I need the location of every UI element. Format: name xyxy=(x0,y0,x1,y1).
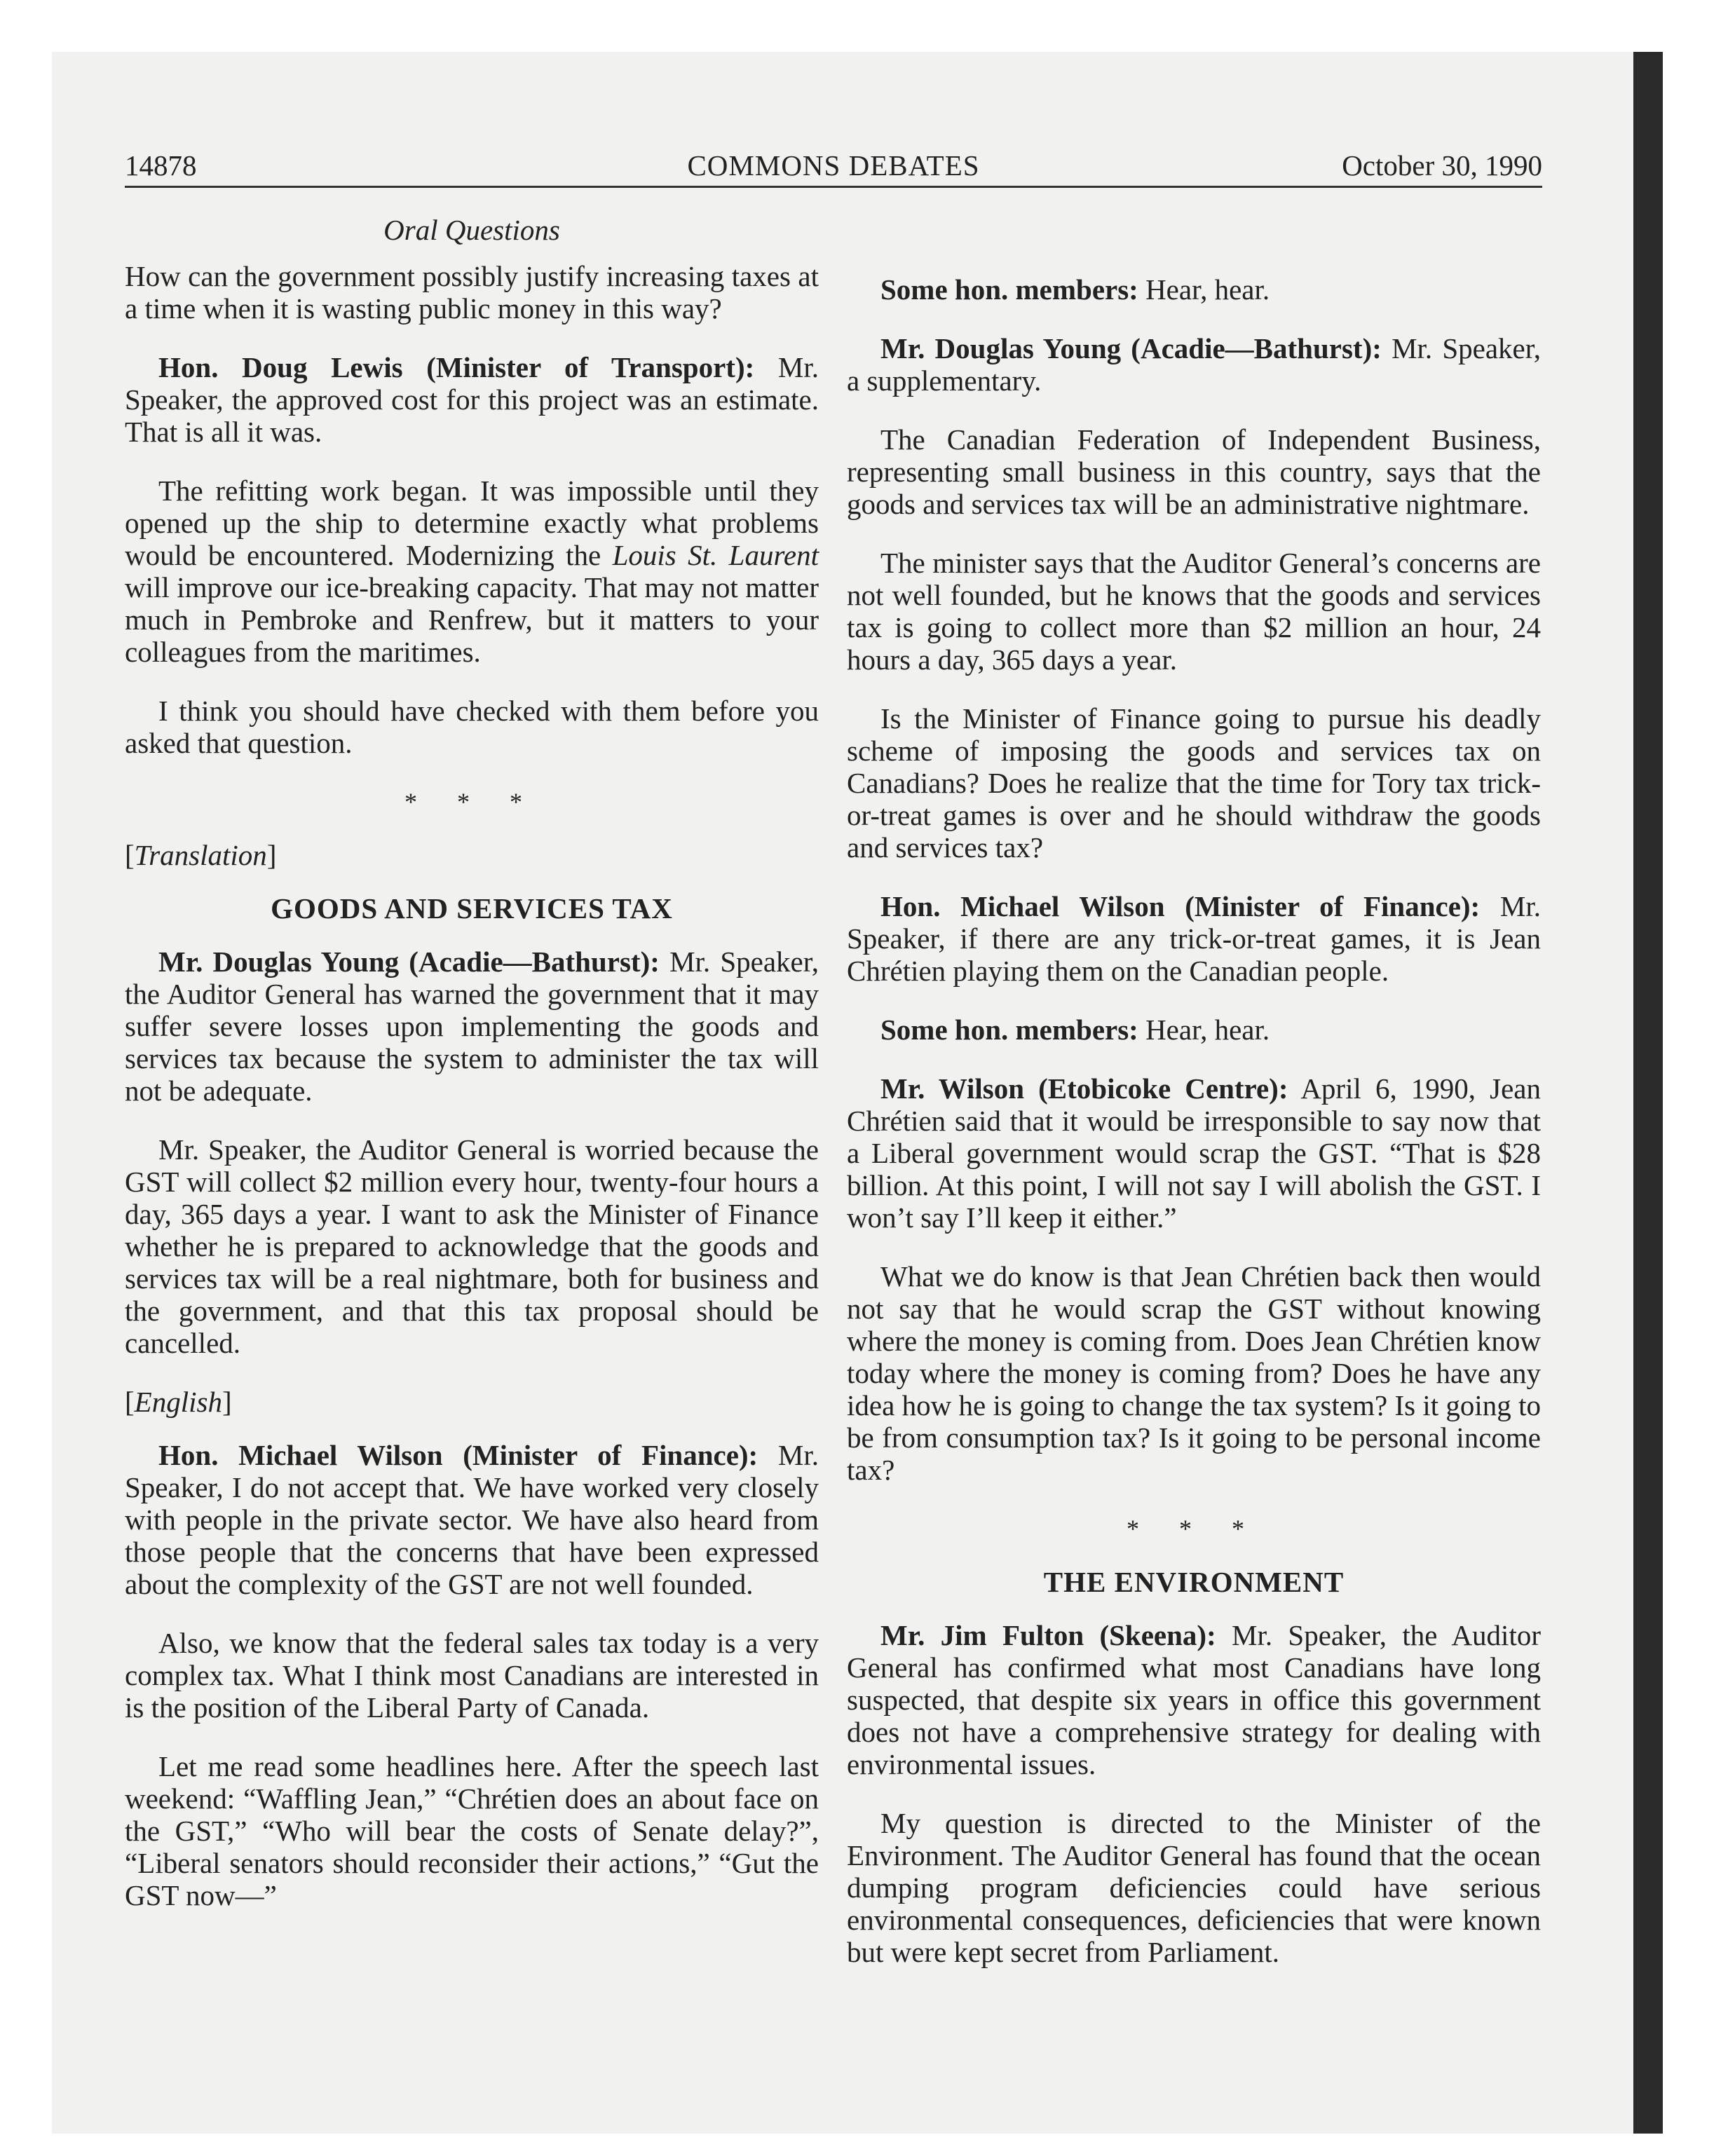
speech-text: will improve our ice-breaking capacity. That may not matter much in Pembroke and Renfrew, but it matters to your colleagues from the maritimes. xyxy=(125,571,819,668)
speaker-name: Hon. Doug Lewis (Minister of Transport): xyxy=(158,351,755,383)
header-rule xyxy=(125,186,1542,188)
paragraph xyxy=(125,946,819,1107)
paragraph xyxy=(847,1072,1541,1234)
page-number: 14878 xyxy=(125,149,197,182)
language-label: English xyxy=(134,1386,222,1418)
paragraph: The minister says that the Auditor General’s concerns are not well founded, but he knows that the goods and services tax is going to collect more than $2 million an hour, 24 hours a day, 365 days a year. xyxy=(847,547,1541,676)
paragraph xyxy=(847,273,1541,306)
speech-text: The refitting work began. It was impossible until they opened up the ship to determine exactly what problems would be encountered. Modernizing the xyxy=(125,475,819,571)
speech-text: Mr. Speaker, the approved cost for this project was an estimate. That is all it was. xyxy=(125,351,819,448)
section-separator: * * * xyxy=(1127,1515,1261,1543)
speaker-name: Some hon. members: xyxy=(880,1014,1138,1046)
left-column xyxy=(125,214,819,1938)
language-marker: [English] xyxy=(125,1386,232,1418)
speech-text: April 6, 1990, Jean Chrétien said that it would be irresponsible to say now that a Liberal government would scrap the GST. “That is $28 billion. At this point, I will not say I will abolish the GST. I won’t say I’ll keep it either.” xyxy=(847,1072,1541,1234)
paragraph xyxy=(847,332,1541,397)
speaker-name: Hon. Michael Wilson (Minister of Finance): xyxy=(880,890,1481,922)
paragraph xyxy=(847,1619,1541,1780)
speech-text: Hear, hear. xyxy=(1138,273,1270,306)
paragraph: My question is directed to the Minister of the Environment. The Auditor General has found that the ocean dumping program deficiencies could have serious environmental consequences, deficiencies that were known but were kept secret from Parliament. xyxy=(847,1807,1541,1968)
speech-text: Mr. Speaker, the Auditor General has warned the government that it may suffer severe losses upon implementing the goods and services tax because the system to administer the tax will not be adequate. xyxy=(125,946,819,1107)
ship-name: Louis St. Laurent xyxy=(612,539,819,571)
section-label: Oral Questions xyxy=(383,214,560,246)
publication-title: COMMONS DEBATES xyxy=(687,149,980,182)
speaker-name: Mr. Douglas Young (Acadie—Bathurst): xyxy=(880,332,1382,364)
scan-edge-bar xyxy=(1633,52,1663,2134)
paragraph xyxy=(847,890,1541,987)
section-heading: GOODS AND SERVICES TAX xyxy=(271,892,673,925)
speaker-name: Mr. Wilson (Etobicoke Centre): xyxy=(880,1072,1288,1105)
page-date: October 30, 1990 xyxy=(1342,149,1542,182)
paragraph xyxy=(847,1014,1541,1046)
page-header xyxy=(125,146,1542,185)
paragraph xyxy=(125,1439,819,1600)
paragraph: The Canadian Federation of Independent Business, representing small business in this country, says that the goods and services tax will be an administrative nightmare. xyxy=(847,423,1541,520)
speech-text: Mr. Speaker, the Auditor General has confirmed what most Canadians have long suspected, that despite six years in office this government does not have a comprehensive strategy for dealing with environmental issues. xyxy=(847,1619,1541,1780)
speech-text: Mr. Speaker, a supplementary. xyxy=(847,332,1541,397)
paragraph: Also, we know that the federal sales tax today is a very complex tax. What I think most Canadians are interested in is the position of the Liberal Party of Canada. xyxy=(125,1627,819,1724)
speech-text: Hear, hear. xyxy=(1138,1014,1270,1046)
paragraph: What we do know is that Jean Chrétien back then would not say that he would scrap the GST without knowing where the money is coming from. Does Jean Chrétien know today where the money is coming from? Does he have any idea how he is going to change the tax system? Is it going to be from consumption tax? Is it going to be personal income tax? xyxy=(847,1260,1541,1486)
translation-label: Translation xyxy=(134,839,267,871)
paragraph: I think you should have checked with them before you asked that question. xyxy=(125,695,819,759)
speaker-name: Mr. Douglas Young (Acadie—Bathurst): xyxy=(158,946,660,978)
section-separator: * * * xyxy=(404,788,539,816)
paragraph: Let me read some headlines here. After the speech last weekend: “Waffling Jean,” “Chrétien does an about face on the GST,” “Who will bear the costs of Senate delay?”, “Liberal senators should reconsider their actions,” “Gut the GST now—” xyxy=(125,1750,819,1911)
speaker-name: Hon. Michael Wilson (Minister of Finance): xyxy=(158,1439,758,1471)
translation-marker: [Translation] xyxy=(125,839,277,871)
section-heading: THE ENVIRONMENT xyxy=(1043,1566,1345,1598)
paragraph: Mr. Speaker, the Auditor General is worried because the GST will collect $2 million every hour, twenty-four hours a day, 365 days a year. I want to ask the Minister of Finance whether he is prepared to acknowledge that the goods and services tax will be a real nightmare, both for business and the government, and that this tax proposal should be cancelled. xyxy=(125,1133,819,1359)
paragraph: How can the government possibly justify increasing taxes at a time when it is wasting public money in this way? xyxy=(125,260,819,325)
paragraph: Is the Minister of Finance going to pursue his deadly scheme of imposing the goods and services tax on Canadians? Does he realize that the time for Tory tax trick-or-treat games is over and he should withdraw the goods and services tax? xyxy=(847,702,1541,864)
paragraph xyxy=(125,475,819,668)
speech-text: Mr. Speaker, I do not accept that. We have worked very closely with people in the private sector. We have also heard from those people that the concerns that have been expressed about the complexity of the GST are not well founded. xyxy=(125,1439,819,1600)
speaker-name: Some hon. members: xyxy=(880,273,1138,306)
speaker-name: Mr. Jim Fulton (Skeena): xyxy=(880,1619,1216,1651)
paragraph xyxy=(125,351,819,448)
right-column xyxy=(847,273,1541,1995)
speech-text: Mr. Speaker, if there are any trick-or-treat games, it is Jean Chrétien playing them on the Canadian people. xyxy=(847,890,1541,987)
